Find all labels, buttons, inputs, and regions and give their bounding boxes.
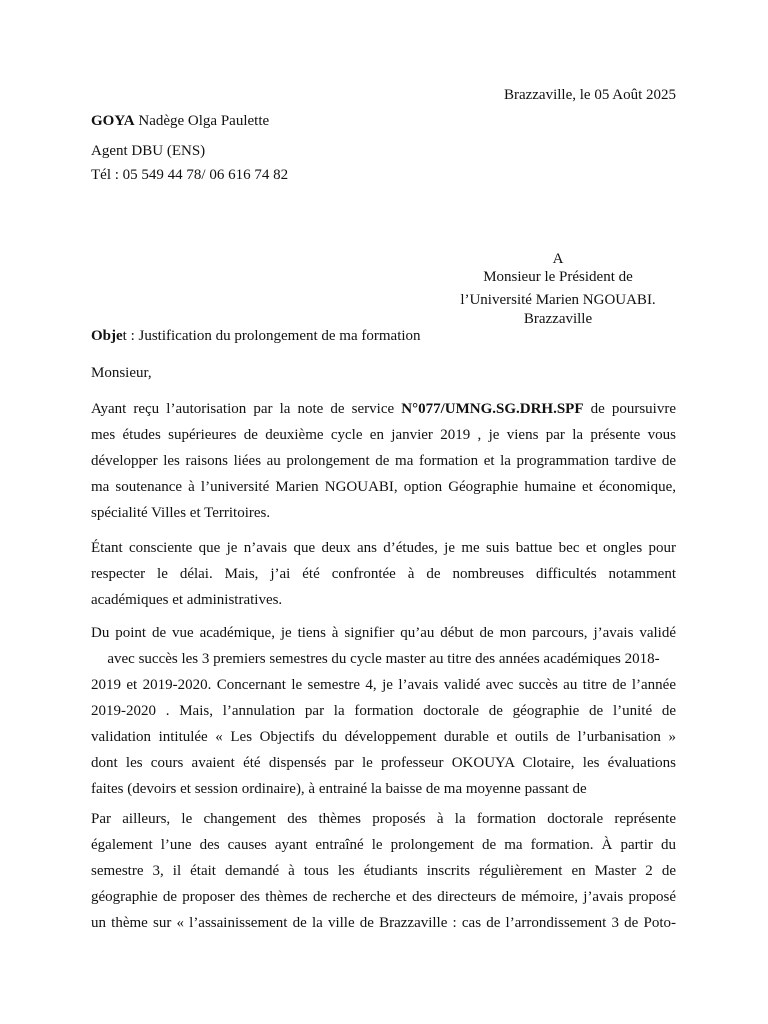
p4-line-4: géographie de proposer des thèmes de recherche et des directeurs de mémoire, j’avais proposé	[91, 889, 676, 905]
p3-line-1: Du point de vue académique, je tiens à signifier qu’au début de mon parcours, j’avais validé	[91, 625, 676, 641]
p1-line-1-b: de poursuivre	[583, 401, 676, 417]
p2-line-1: Étant consciente que je n’avais que deux ans d’études, je me suis battue bec et ongles pour	[91, 540, 676, 556]
letter-date: Brazzaville, le 05 Août 2025	[503, 87, 676, 103]
service-note-reference: N°077/UMNG.SG.DRH.SPF	[401, 401, 584, 417]
p3-line-7: faites (devoirs et session ordinaire), à entrainé la baisse de ma moyenne passant de	[91, 781, 587, 797]
recipient-line-3: l’Université Marien NGOUABI.	[460, 292, 656, 308]
p1-line-1-a: Ayant reçu l’autorisation par la note de service	[91, 401, 402, 417]
p4-line-3: semestre 3, il était demandé à tous les étudiants inscrits régulièrement en Master 2 de	[91, 863, 676, 879]
p3-line-3: 2019 et 2019-2020. Concernant le semestre 4, je l’avais validé avec succès au titre de l’année	[91, 677, 676, 693]
subject-label-rest: t	[122, 328, 127, 344]
p2-line-2: respecter le délai. Mais, j’ai été confrontée à de nombreuses difficultés notamment	[91, 566, 676, 582]
salutation: Monsieur,	[91, 365, 152, 381]
p1-line-5: spécialité Villes et Territoires.	[91, 505, 271, 521]
letter-subject	[91, 327, 421, 345]
paragraph-4	[91, 806, 676, 936]
sender-role: Agent DBU (ENS)	[91, 143, 206, 159]
recipient-line-1: A	[552, 251, 564, 267]
paragraph-2	[91, 535, 676, 613]
paragraph-3	[91, 620, 676, 802]
recipient-line-2: Monsieur le Président de	[483, 269, 633, 285]
p4-line-5: un thème sur « l’assainissement de la ville de Brazzaville : cas de l’arrondissement 3 de Poto-	[91, 915, 676, 931]
p4-line-2: également l’une des causes ayant entraîné le prolongement de ma formation. À partir du	[91, 837, 676, 853]
recipient-line-4: Brazzaville	[523, 311, 593, 327]
p3-line-5: validation intitulée « Les Objectifs du développement durable et outils de l’urbanisation »	[91, 729, 676, 745]
p3-line-6: dont les cours avaient été dispensés par le professeur OKOUYA Clotaire, les évaluations	[91, 755, 676, 771]
p4-line-1: Par ailleurs, le changement des thèmes proposés à la formation doctorale représente	[91, 811, 676, 827]
sender-given-names: Nadège Olga Paulette	[134, 113, 270, 129]
p3-line-2: avec succès les 3 premiers semestres du cycle master au titre des années académiques 2018-	[107, 651, 660, 667]
sender-name	[91, 112, 269, 130]
p1-line-4: ma soutenance à l’université Marien NGOUABI, option Géographie humaine et économique,	[91, 479, 676, 495]
p3-line-4: 2019-2020 . Mais, l’annulation par la formation doctorale de géographie de l’unité de	[91, 703, 676, 719]
p2-line-3: académiques et administratives.	[91, 592, 283, 608]
subject-text: : Justification du prolongement de ma formation	[126, 328, 421, 344]
p1-line-3: développer les raisons liées au prolongement de ma formation et la programmation tardive de	[91, 453, 676, 469]
p1-line-2: mes études supérieures de deuxième cycle en janvier 2019 , je viens par la présente vous	[91, 427, 676, 443]
sender-surname: GOYA	[91, 113, 135, 129]
p1-line-1	[91, 396, 676, 422]
subject-label-bold: Obje	[91, 328, 123, 344]
sender-phone: Tél : 05 549 44 78/ 06 616 74 82	[91, 167, 289, 183]
paragraph-1	[91, 396, 676, 526]
